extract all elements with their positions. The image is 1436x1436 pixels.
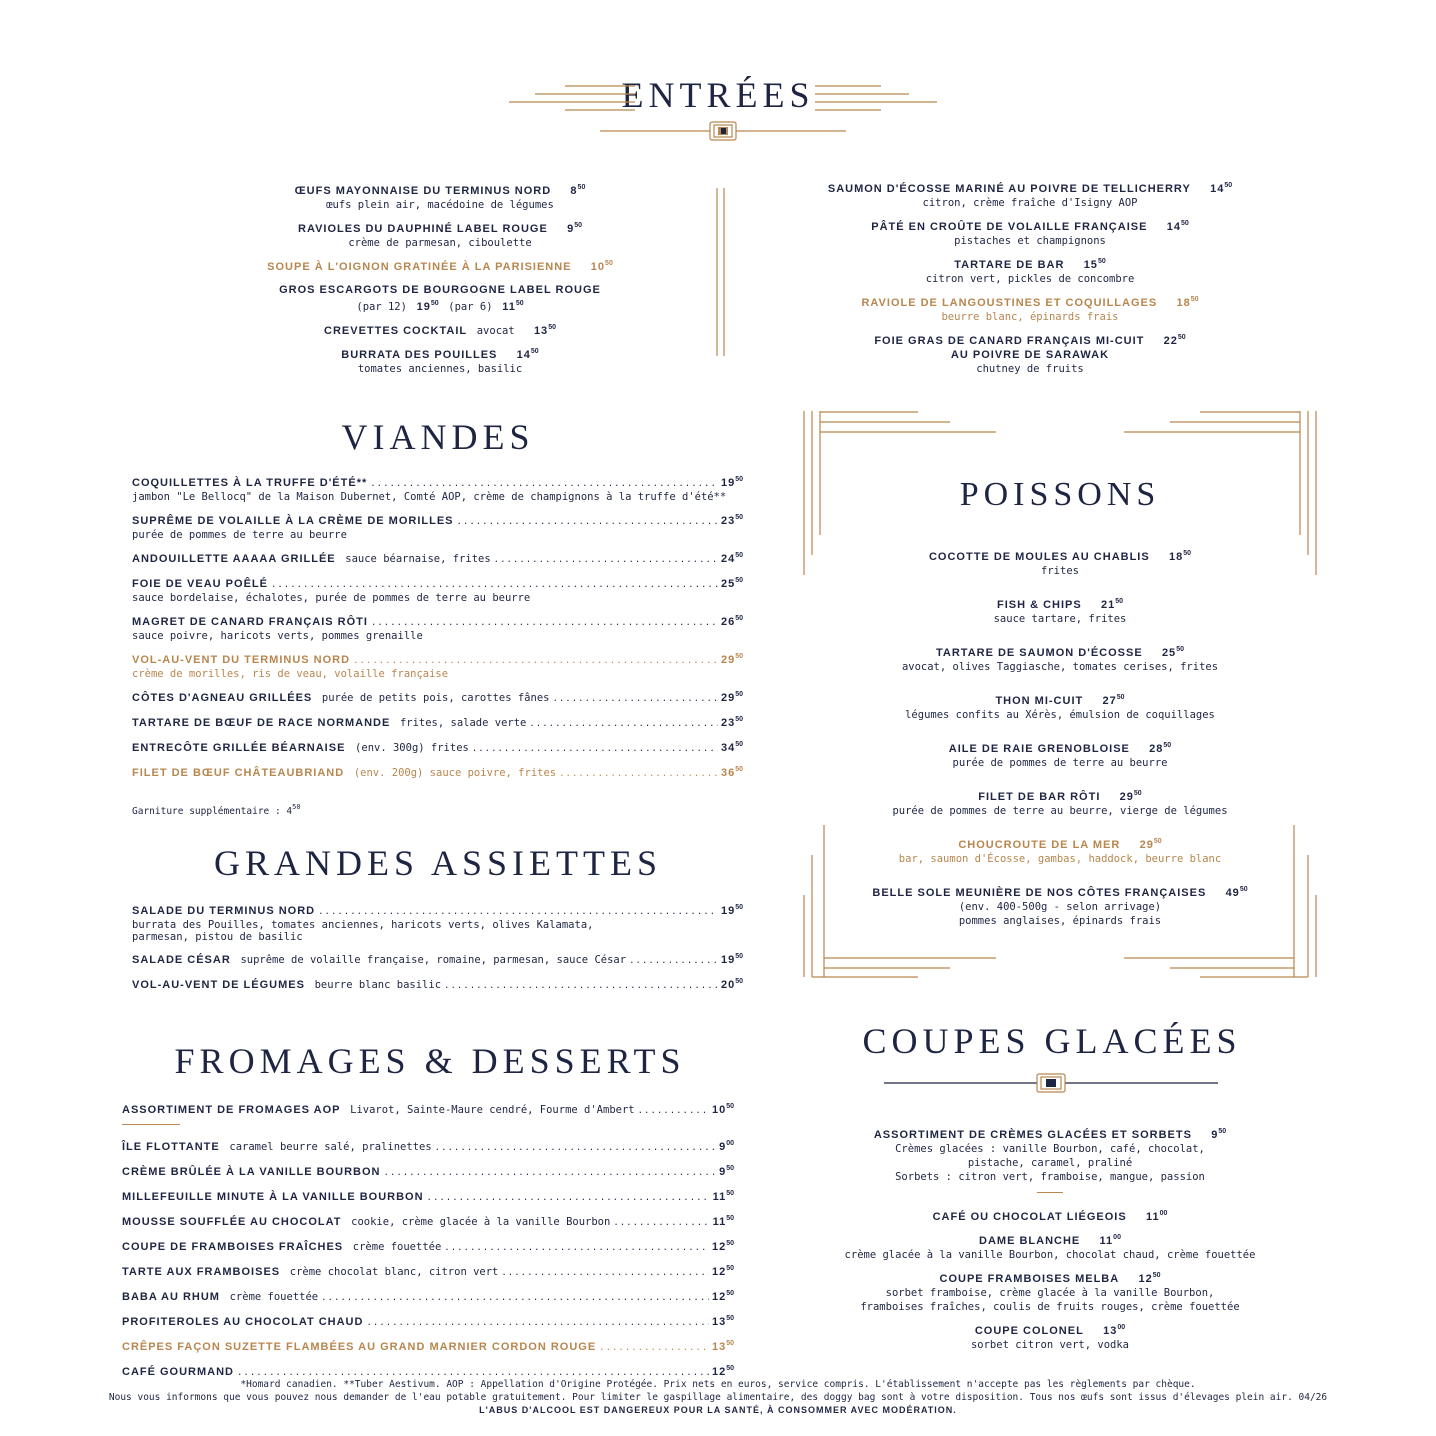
- dessert-creme-brulee: CRÈME BRÛLÉE À LA VANILLE BOURBON ..... $9^{50}$: [122, 1162, 734, 1180]
- coupe-dame-blanche: DAME BLANCHE $11^{00}$ crème glacée à la vanille Bourbon, chocolat chaud, crème fouettée: [844, 1234, 1256, 1261]
- dessert-cafe-gourmand: CAFÉ GOURMAND ..... $12^{50}$: [122, 1362, 734, 1380]
- item-name: PÂTÉ EN CROÛTE DE VOLAILLE FRANÇAISE: [871, 221, 1148, 233]
- item-name-line2: AU POIVRE DE SARAWAK: [950, 349, 1110, 361]
- viande-entrecote: ENTRECÔTE GRILLÉE BÉARNAISE (env. 300g) frites ..... $34^{50}$: [132, 738, 743, 756]
- item-desc: crème de parmesan, ciboulette: [348, 237, 532, 249]
- dessert-coupe-framboises: COUPE DE FRAMBOISES FRAÎCHES crème fouettée ..... $12^{50}$: [122, 1237, 734, 1255]
- item-desc: citron vert, pickles de concombre: [925, 273, 1135, 285]
- viande-coquillettes: COQUILLETTES À LA TRUFFE D'ÉTÉ** ..... $19^{50}$ jambon "Le Bellocq" de la Maison Dubernet, Comté AOP, crème de champignons à la truffe d'été**: [132, 473, 743, 504]
- item-name: BURRATA DES POUILLES: [341, 349, 498, 361]
- grande-salade-terminus: SALADE DU TERMINUS NORD ..... $19^{50}$ burrata des Pouilles, tomates anciennes, haricots verts, olives Kalamata, parmesan, pistou de basilic: [132, 901, 743, 943]
- coupe-melba: COUPE FRAMBOISES MELBA $12^{50}$ sorbet framboise, crème glacée à la vanille Bourbon, framboises fraîches, coulis de fruits rouges, crème fouettée: [860, 1272, 1240, 1313]
- item-price: $8^{50}$: [570, 184, 586, 197]
- viande-cotes-agneau: CÔTES D'AGNEAU GRILLÉES purée de petits pois, carottes fânes ..... $29^{50}$: [132, 688, 743, 706]
- item-price: $14^{50}$: [1166, 220, 1189, 233]
- item-price: $14^{50}$: [516, 348, 539, 361]
- item-name: RAVIOLE DE LANGOUSTINES ET COQUILLAGES: [861, 297, 1158, 309]
- entree-tartare-bar: [760, 255, 1300, 286]
- fromages-item: ASSORTIMENT DE FROMAGES AOP Livarot, Sainte-Maure cendré, Fourme d'Ambert ..... $10^{50}$: [122, 1100, 734, 1118]
- viande-foie-veau: FOIE DE VEAU POÊLÉ ..... $25^{50}$ sauce bordelaise, échalotes, purée de pommes de terre au beurre: [132, 574, 743, 605]
- coupes-ornament: [882, 1072, 1220, 1094]
- coupes-title: COUPES GLACÉES: [862, 1021, 1242, 1061]
- dessert-millefeuille: MILLEFEUILLE MINUTE À LA VANILLE BOURBON ..... $11^{50}$: [122, 1187, 734, 1205]
- grandes-title: GRANDES ASSIETTES: [213, 843, 663, 883]
- coupe-assortiment: ASSORTIMENT DE CRÈMES GLACÉES ET SORBETS $9^{50}$ Crèmes glacées : vanille Bourbon, café, chocolat, pistache, caramel, praliné Sorbets : citron vert, framboise, mangue, passion: [873, 1128, 1227, 1183]
- poisson-choucroute: CHOUCROUTE DE LA MER $29^{50}$ bar, saumon d'Écosse, gambas, haddock, beurre blanc: [898, 838, 1222, 865]
- poissons-list: [820, 547, 1300, 935]
- item-desc: citron, crème fraîche d'Isigny AOP: [922, 197, 1138, 209]
- item-desc: pistaches et champignons: [954, 235, 1106, 247]
- entrees-title: ENTRÉES: [621, 75, 815, 115]
- item-desc: crème de morilles, ris de veau, volaille française: [132, 668, 449, 680]
- poisson-sole: BELLE SOLE MEUNIÈRE DE NOS CÔTES FRANÇAISES $49^{50}$ (env. 400-500g - selon arrivage) pommes anglaises, épinards frais: [872, 886, 1248, 927]
- desserts-list: [122, 1100, 734, 1380]
- item-desc: sauce bordelaise, échalotes, purée de pommes de terre au beurre: [132, 592, 531, 604]
- dessert-mousse: MOUSSE SOUFFLÉE AU CHOCOLAT cookie, crème glacée à la vanille Bourbon ..... $11^{50}$: [122, 1212, 734, 1230]
- coupes-list: [820, 1125, 1280, 1359]
- item-price: $15^{50}$: [1083, 258, 1106, 271]
- poisson-raie: AILE DE RAIE GRENOBLOISE $28^{50}$ purée de pommes de terre au beurre: [948, 742, 1172, 769]
- item-name: ŒUFS MAYONNAISE DU TERMINUS NORD: [294, 185, 552, 197]
- item-desc: beurre blanc, épinards frais: [941, 311, 1119, 323]
- fromages-separator: [122, 1124, 180, 1125]
- entree-oeufs: [200, 181, 680, 212]
- entrees-ornament: [505, 80, 941, 146]
- item-desc: chutney de fruits: [976, 363, 1084, 375]
- viande-vol-au-vent: VOL-AU-VENT DU TERMINUS NORD ..... $29^{50}$ crème de morilles, ris de veau, volaille française: [132, 650, 743, 681]
- poissons-title: POISSONS: [959, 476, 1161, 513]
- entree-soupe: [200, 257, 680, 274]
- poisson-fish-chips: FISH & CHIPS $21^{50}$ sauce tartare, frites: [993, 598, 1127, 625]
- poisson-thon: THON MI-CUIT $27^{50}$ légumes confits au Xérès, émulsion de coquillages: [905, 694, 1215, 721]
- footer-line-2: Nous vous informons que vous pouvez nous demander de l'eau potable gratuitement. Pour limiter le gaspillage alimentaire, des doggy bag sont à votre disposition. Tous nos œufs sont issus d'élevages plein air. 04/26: [108, 1392, 1328, 1403]
- item-desc: sauce poivre, haricots verts, pommes grenaille: [132, 630, 423, 642]
- viande-supreme: SUPRÊME DE VOLAILLE À LA CRÈME DE MORILLES ..... $23^{50}$ purée de pommes de terre au beurre: [132, 511, 743, 542]
- item-name: CREVETTES COCKTAIL: [324, 325, 468, 337]
- viande-magret: MAGRET DE CANARD FRANÇAIS RÔTI ..... $26^{50}$ sauce poivre, haricots verts, pommes grenaille: [132, 612, 743, 643]
- footer-line-1: *Homard canadien. **Tuber Aestivum. AOP : Appellation d'Origine Protégée. Prix nets en euros, service compris. L'établissement n'accepte pas les règlements par chèque.: [240, 1379, 1196, 1390]
- entrees-divider: [714, 186, 728, 358]
- dessert-crepes: CRÊPES FAÇON SUZETTE FLAMBÉES AU GRAND MARNIER CORDON ROUGE ..... $13^{50}$: [122, 1337, 734, 1355]
- item-inline-desc: avocat: [476, 325, 515, 337]
- footer-warning: L'ABUS D'ALCOOL EST DANGEREUX POUR LA SANTÉ, À CONSOMMER AVEC MODÉRATION.: [479, 1405, 957, 1415]
- item-desc: purée de pommes de terre au beurre: [132, 529, 347, 541]
- entree-escargots: [200, 281, 680, 314]
- item-desc: œufs plein air, macédoine de légumes: [326, 199, 554, 211]
- item-price: $13^{50}$: [533, 324, 556, 337]
- viande-andouillette: ANDOUILLETTE AAAAA GRILLÉE sauce béarnaise, frites ..... $24^{50}$: [132, 549, 743, 567]
- viandes-list: [132, 473, 743, 817]
- item-price: $22^{50}$: [1163, 334, 1186, 347]
- entree-raviole: [760, 293, 1300, 324]
- coupe-liegeois: CAFÉ OU CHOCOLAT LIÉGEOIS $11^{00}$: [932, 1210, 1168, 1223]
- escargots-prices: (par 12) $19^{50}$ (par 6) $11^{50}$: [356, 300, 524, 313]
- entree-foie-gras: [760, 331, 1300, 376]
- garniture-note: Garniture supplémentaire : $4^{50}$: [132, 803, 301, 817]
- viande-chateaubriand: FILET DE BŒUF CHÂTEAUBRIAND (env. 200g) sauce poivre, frites ..... $36^{50}$: [132, 763, 743, 781]
- item-price: $9^{50}$: [567, 222, 582, 235]
- grande-vol-au-vent: VOL-AU-VENT DE LÉGUMES beurre blanc basilic ..... $20^{50}$: [132, 975, 743, 993]
- dessert-tarte-framboises: TARTE AUX FRAMBOISES crème chocolat blanc, citron vert ..... $12^{50}$: [122, 1262, 734, 1280]
- poisson-moules: COCOTTE DE MOULES AU CHABLIS $18^{50}$ frites: [928, 550, 1192, 577]
- item-price: $10^{50}$: [590, 260, 613, 273]
- entree-crevettes: [200, 321, 680, 338]
- item-name: SOUPE À L'OIGNON GRATINÉE À LA PARISIENNE: [267, 261, 572, 273]
- viande-tartare-boeuf: TARTARE DE BŒUF DE RACE NORMANDE frites, salade verte ..... $23^{50}$: [132, 713, 743, 731]
- item-name: FOIE GRAS DE CANARD FRANÇAIS MI-CUIT: [874, 335, 1145, 347]
- dessert-ile-flottante: ÎLE FLOTTANTE caramel beurre salé, pralinettes ..... $9^{00}$: [122, 1137, 734, 1155]
- item-name: TARTARE DE BAR: [954, 259, 1065, 271]
- item-price: $18^{50}$: [1176, 296, 1199, 309]
- dessert-profiteroles: PROFITEROLES AU CHOCOLAT CHAUD ..... $13^{50}$: [122, 1312, 734, 1330]
- coupes-separator: [1037, 1192, 1063, 1193]
- footer: [0, 1378, 1436, 1417]
- poisson-bar: FILET DE BAR RÔTI $29^{50}$ purée de pommes de terre au beurre, vierge de légumes: [892, 790, 1228, 817]
- item-desc: jambon "Le Bellocq" de la Maison Dubernet, Comté AOP, crème de champignons à la truffe d'été**: [132, 491, 727, 503]
- poisson-tartare-saumon: TARTARE DE SAUMON D'ÉCOSSE $25^{50}$ avocat, olives Taggiasche, tomates cerises, frites: [901, 646, 1219, 673]
- item-price: $14^{50}$: [1210, 182, 1233, 195]
- item-name: SAUMON D'ÉCOSSE MARINÉ AU POIVRE DE TELLICHERRY: [827, 183, 1191, 195]
- dessert-baba: BABA AU RHUM crème fouettée ..... $12^{50}$: [122, 1287, 734, 1305]
- entree-ravioles: [200, 219, 680, 250]
- coupe-colonel: COUPE COLONEL $13^{00}$ sorbet citron vert, vodka: [970, 1324, 1130, 1351]
- desserts-title: FROMAGES & DESSERTS: [174, 1041, 686, 1081]
- viandes-title: VIANDES: [341, 417, 535, 457]
- entrees-left-list: [200, 181, 680, 383]
- entree-pate: [760, 217, 1300, 248]
- item-desc: tomates anciennes, basilic: [357, 363, 523, 375]
- item-name: GROS ESCARGOTS DE BOURGOGNE LABEL ROUGE: [279, 284, 601, 296]
- item-name: RAVIOLES DU DAUPHINÉ LABEL ROUGE: [298, 223, 548, 235]
- grande-salade-cesar: SALADE CÉSAR suprême de volaille française, romaine, parmesan, sauce César ..... $19^{50}$: [132, 950, 743, 968]
- grandes-list: [132, 901, 743, 1000]
- entree-burrata: [200, 345, 680, 376]
- entrees-right-list: [760, 179, 1300, 383]
- entree-saumon: [760, 179, 1300, 210]
